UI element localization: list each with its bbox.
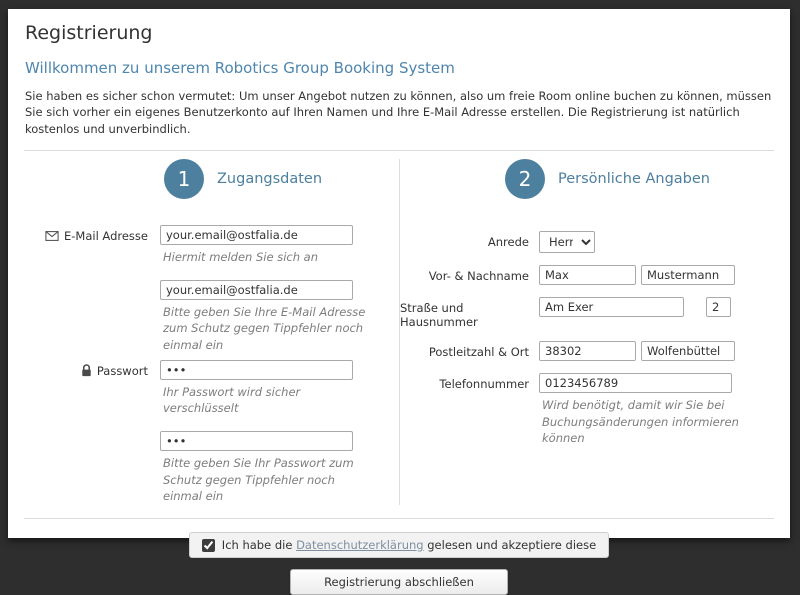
firstname-input[interactable] [539,265,636,285]
street-input[interactable] [539,297,684,317]
email-repeat-input[interactable] [160,280,353,300]
privacy-text: Ich habe die Datenschutzerklärung gelesen und akzeptiere diese [221,538,597,553]
intro-text: Sie haben es sicher schon vermutet: Um unser Angebot nutzen zu können, also um freie Room online buchen zu können, müssen Sie sich vorher ein eigenes Benutzerkonto auf Ihren Namen und Ihre E-Mail Adresse erstellen. Die Registrierung ist natürlich kostenlos und unverbindlich. [25,89,772,136]
registration-card [8,9,790,590]
password-help: Ihr Passwort wird sicher verschlüsselt [163,384,301,416]
email-label: E-Mail Adresse [63,228,148,243]
street-label: Straße und Hausnummer [400,300,478,329]
password-repeat-help: Bitte geben Sie Ihr Passwort zum Schutz gegen Tippfehler noch einmal ein [163,456,354,504]
name-row [400,265,790,285]
zip-input[interactable] [539,341,636,361]
password-repeat-input[interactable] [160,431,353,451]
password-row [8,360,399,417]
house-number-input[interactable] [706,297,731,317]
email-label-group [8,225,160,243]
lastname-input[interactable] [641,265,735,285]
password-label-group [8,360,160,378]
step-1-badge: 1 [164,159,204,199]
street-row [400,297,790,329]
form-columns [8,151,790,505]
salutation-label: Anrede [487,234,529,249]
email-input[interactable] [160,225,353,245]
submit-registration-button[interactable]: Registrierung abschließen [290,569,508,595]
password-label: Passwort [96,363,148,378]
personal-step-header [505,159,790,199]
section-access [8,159,399,505]
privacy-checkbox[interactable] [202,539,215,552]
name-label: Vor- & Nachname [428,268,529,283]
city-label: Postleitzahl & Ort [428,344,529,359]
section-personal [399,159,790,505]
personal-section-title: Persönliche Angaben [558,170,710,187]
email-repeat-help: Bitte geben Sie Ihre E-Mail Adresse zum Schutz gegen Tippfehler noch einmal ein [163,304,366,352]
city-input[interactable] [641,341,735,361]
salutation-select[interactable] [539,231,595,253]
access-section-title: Zugangsdaten [217,170,323,187]
page-title: Registrierung [25,22,153,44]
phone-input[interactable] [539,373,732,393]
email-repeat-row [8,280,399,354]
page-subtitle: Willkommen zu unserem Robotics Group Booking System [25,59,455,77]
lock-icon [81,364,92,377]
email-row [8,225,399,266]
envelope-icon [45,231,59,241]
privacy-consent-box[interactable] [189,532,609,558]
footer [8,519,790,595]
privacy-policy-link[interactable]: Datenschutzerklärung [296,538,424,553]
step-2-badge: 2 [505,159,545,199]
password-input[interactable] [160,360,353,380]
salutation-row [400,231,790,253]
access-step-header [164,159,399,199]
phone-row [400,373,790,447]
email-help: Hiermit melden Sie sich an [163,249,319,264]
password-repeat-row [8,431,399,505]
city-row [400,341,790,361]
phone-help: Wird benötigt, damit wir Sie bei Buchungsänderungen informieren können [542,397,739,446]
phone-label: Telefonnummer [439,376,529,391]
